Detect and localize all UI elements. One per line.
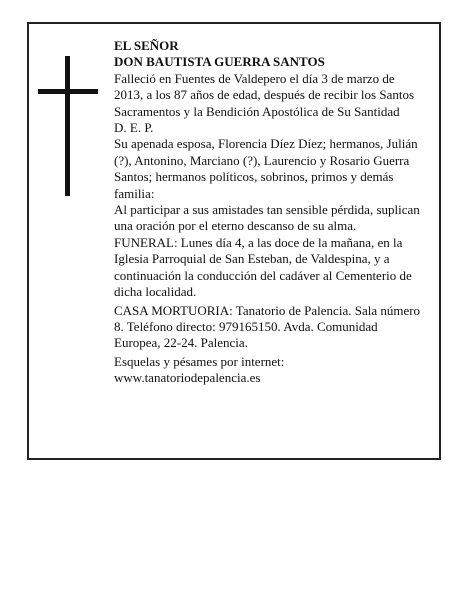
funeral-home-paragraph: CASA MORTUORIA: Tanatorio de Palencia. Sala número 8. Teléfono directo: 979165150. Avda. Comunidad Europea, 22-24. Palencia.: [114, 302, 421, 351]
cross-horizontal-bar: [38, 89, 98, 94]
obituary-text: [114, 38, 426, 387]
death-statement: Falleció en Fuentes de Valdepero el día 3 de marzo de 2013, a los 87 años de edad, después de recibir los Santos Sacramentos y la Bendición Apostólica de Su Santidad: [114, 70, 415, 119]
cross-icon: [38, 56, 98, 196]
internet-label: Esquelas y pésames por internet:: [114, 353, 285, 369]
rip-text: D. E. P.: [114, 120, 154, 136]
cross-vertical-bar: [65, 56, 70, 196]
funeral-paragraph: FUNERAL: Lunes día 4, a las doce de la mañana, en la Iglesia Parroquial de San Esteban, de Valdespina, y a continuación la conducción del cadáver al Cementerio de dicha localidad.: [114, 234, 412, 300]
deceased-name: DON BAUTISTA GUERRA SANTOS: [114, 54, 325, 70]
family-paragraph: Su apenada esposa, Florencia Díez Díez; hermanos, Julián (?), Antonino, Marciano (?), Laurencio y Rosario Guerra Santos; hermanos políticos, sobrinos, primos y demás familia:: [114, 136, 418, 201]
title-line-1: EL SEÑOR: [114, 38, 179, 53]
request-paragraph: Al participar a sus amistades tan sensible pérdida, suplican una oración por el eterno descanso de su alma.: [114, 202, 420, 234]
website-text: www.tanatoriodepalencia.es: [114, 370, 261, 386]
